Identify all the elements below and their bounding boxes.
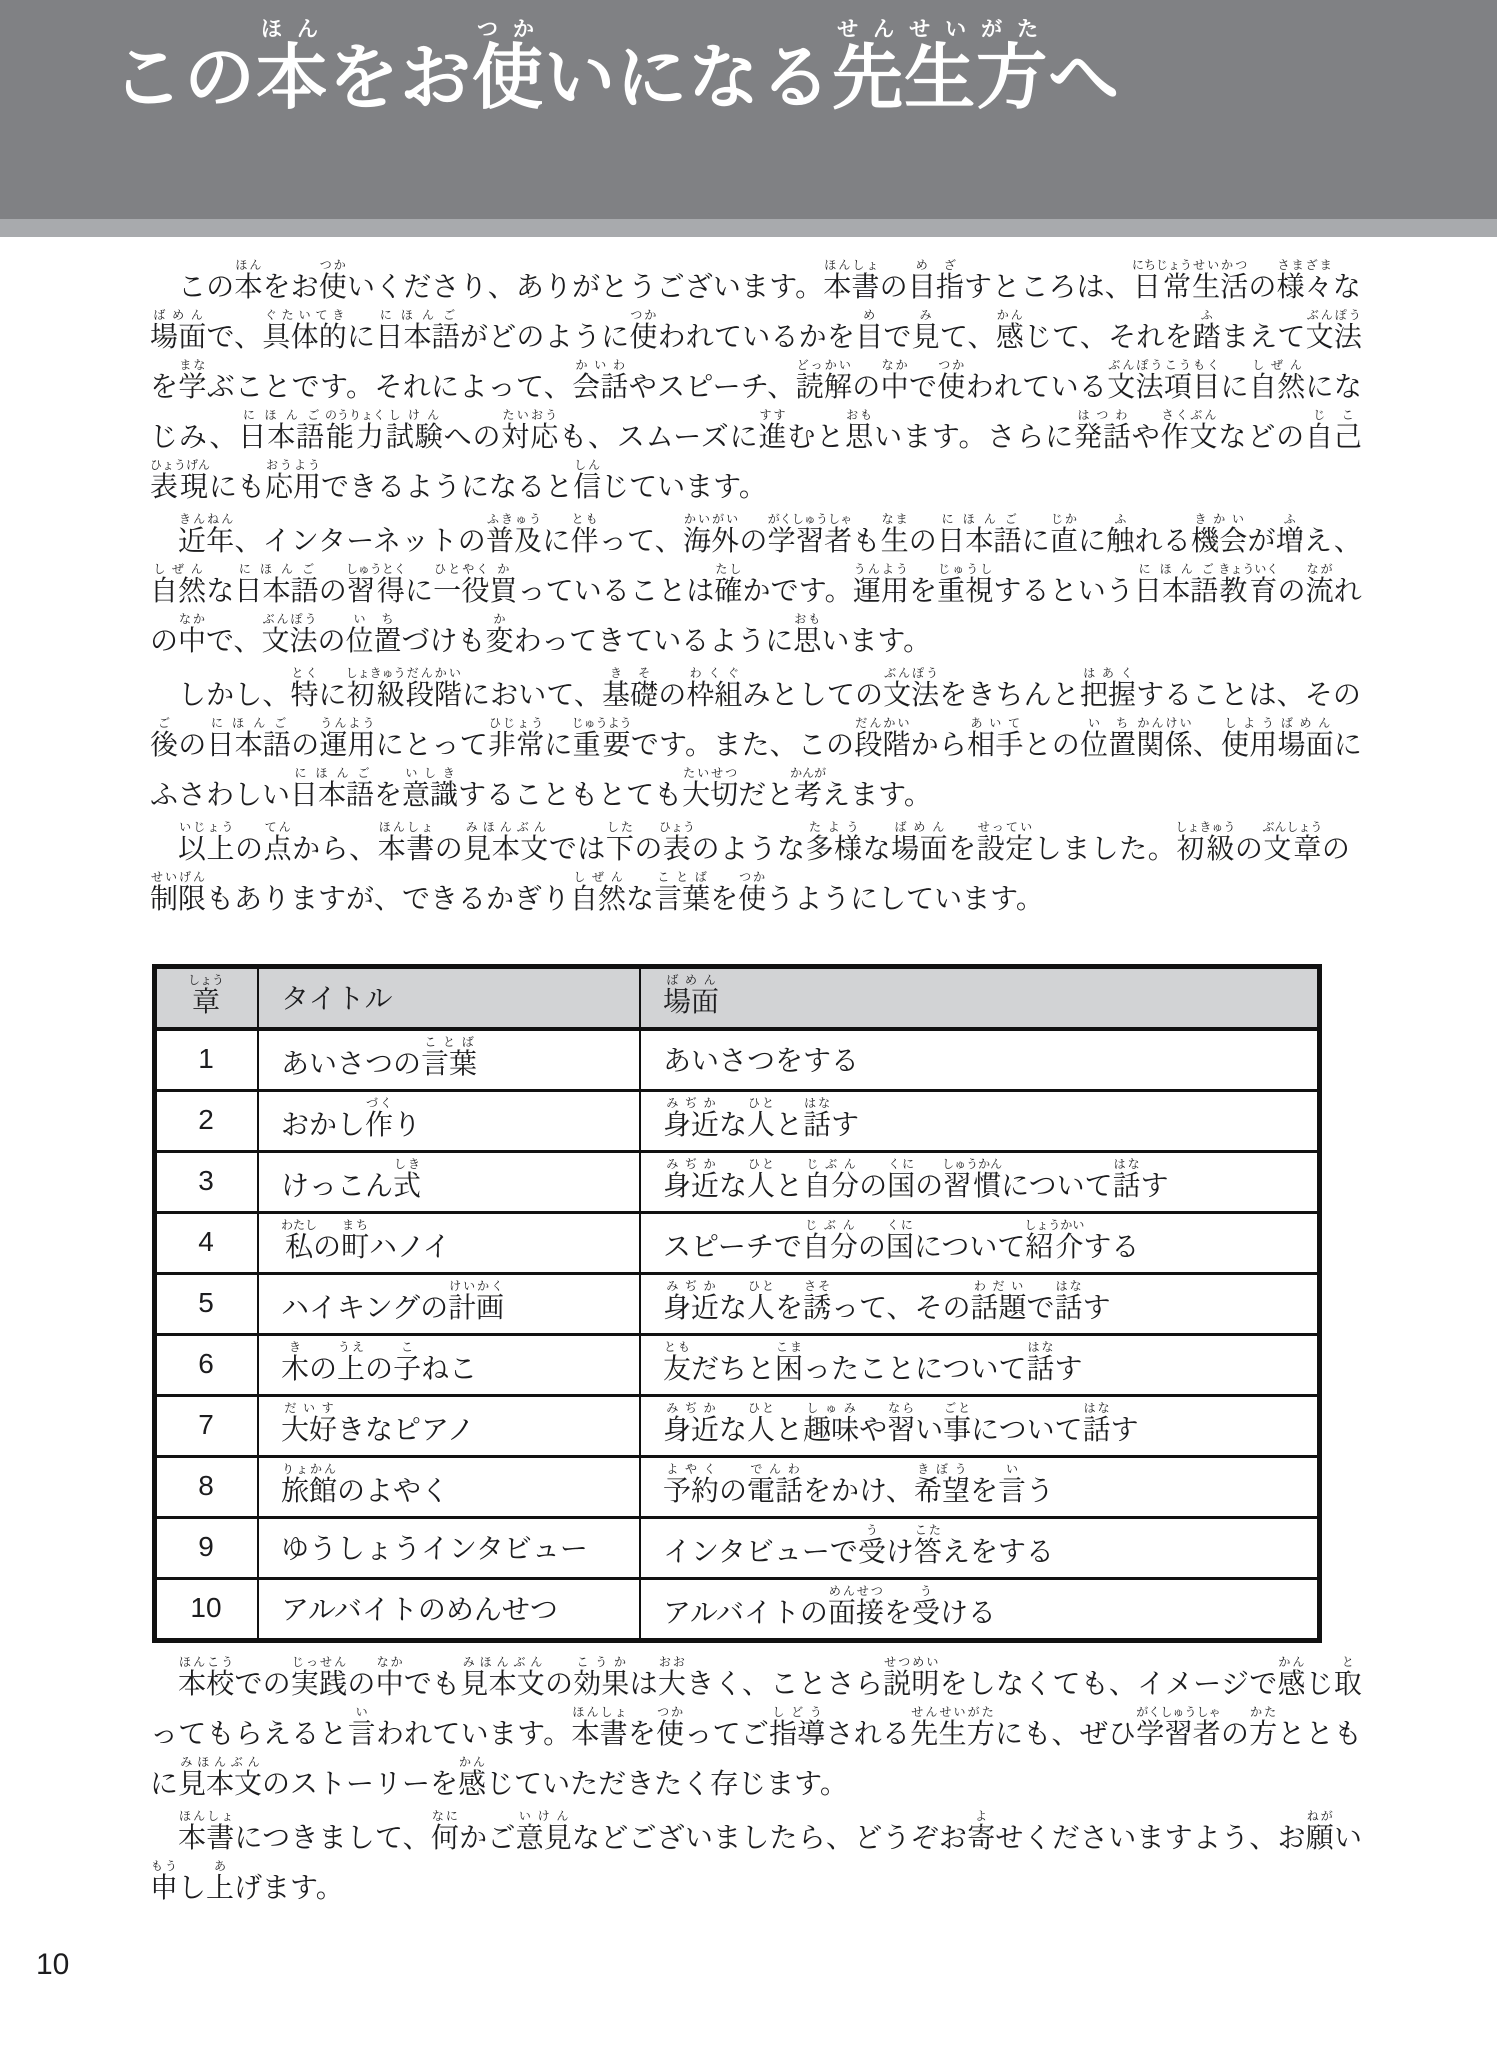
chapter-number-cell: 3 [155,1152,259,1213]
chapter-title-cell: 大好だいすきなピアノ [258,1396,640,1457]
chapter-number-cell: 2 [155,1091,259,1152]
chapter-number-cell: 10 [155,1579,259,1641]
table-header-row [155,967,1320,1030]
page-title: この本ほんをお使つかいになる先生方せんせいがたへ [112,18,1121,118]
chapter-number-cell: 8 [155,1457,259,1518]
column-header-scene: 場面ばめん [640,967,1320,1030]
page-header-banner-strip [0,219,1497,237]
chapter-title-cell: あいさつの言葉ことば [258,1029,640,1091]
chapter-scene-cell: 身近みぢかな人ひとを誘さそって、その話題わだいで話はなす [640,1274,1320,1335]
chapter-scene-cell: 予約よやくの電話でんわをかけ、希望きぼうを言いう [640,1457,1320,1518]
table-row [155,1029,1320,1091]
chapter-number-cell: 9 [155,1518,259,1579]
table-row [155,1091,1320,1152]
chapter-scene-cell: アルバイトの面接めんせつを受うける [640,1579,1320,1641]
chapter-title-cell: アルバイトのめんせつ [258,1579,640,1641]
table-row [155,1457,1320,1518]
column-header-title: タイトル [258,967,640,1030]
intro-paragraphs [150,258,1362,924]
chapter-title-cell: 旅館りょかんのよやく [258,1457,640,1518]
paragraph: この本ほんをお使つかいくださり、ありがとうございます。本書ほんしょの目指めざすところは、日常にちじょう生活せいかつの様々さまざまな場面ばめんで、具体的ぐたいてきに日本語にほんごがどのように使つかわれているかを目めで見みて、感かんじて、それを踏ふまえて文法ぶんぽうを学まなぶことです。それによって、会話かいわやスピーチ、読解どっかいの中なかで使つかわれている文法ぶんぽう項目こうもくに自然しぜんになじみ、日本語にほんご能力のうりょく試験しけんへの対応たいおうも、スムーズに進すすむと思おもいます。さらに発話はつわや作文さくぶんなどの自己じこ表現ひょうげんにも応用おうようできるようになると信しんじています。 [150,258,1362,502]
paragraph: しかし、特とくに初級しょきゅう段階だんかいにおいて、基礎きその枠組わくぐみとしての文法ぶんぽうをきちんと把握はあくすることは、その後ごの日本語にほんごの運用うんようにとって非常ひじょうに重要じゅうようです。また、この段階だんかいから相手あいてとの位置いち関係かんけい、使用しよう場面ばめんにふさわしい日本語にほんごを意識いしきすることもとても大切たいせつだと考かんがえます。 [150,666,1362,810]
chapter-number-cell: 6 [155,1335,259,1396]
paragraph: 本書ほんしょにつきまして、何なにかご意見いけんなどございましたら、どうぞお寄よせくださいますよう、お願ねがい申もうし上あげます。 [150,1809,1362,1903]
table-row [155,1335,1320,1396]
chapter-number-cell: 4 [155,1213,259,1274]
table-row [155,1396,1320,1457]
table-row [155,1518,1320,1579]
chapter-scene-cell: インタビューで受うけ答こたえをする [640,1518,1320,1579]
chapter-number-cell: 5 [155,1274,259,1335]
page-number: 10 [36,1948,70,1981]
table-row [155,1579,1320,1641]
chapters-table-header [155,967,1320,1030]
chapter-title-cell: 木きの上うえの子こねこ [258,1335,640,1396]
chapter-number-cell: 7 [155,1396,259,1457]
chapter-title-cell: けっこん式しき [258,1152,640,1213]
column-header-chapter: 章しょう [155,967,259,1030]
chapter-number-cell: 1 [155,1029,259,1091]
paragraph: 近年きんねん、インターネットの普及ふきゅうに伴ともって、海外かいがいの学習者がくしゅうしゃも生なまの日本語にほんごに直じかに触ふれる機会きかいが増ふえ、自然しぜんな日本語にほんごの習得しゅうとくに一役ひとやく買かっていることは確たしかです。運用うんようを重視じゅうしするという日本語にほんご教育きょういくの流ながれの中なかで、文法ぶんぽうの位置いちづけも変かわってきているように思おもいます。 [150,512,1362,656]
chapters-table-body [155,1029,1320,1641]
chapter-scene-cell: あいさつをする [640,1029,1320,1091]
chapters-table [152,964,1322,1643]
chapter-scene-cell: 身近みぢかな人ひとと趣味しゅみや習ならい事ごとについて話はなす [640,1396,1320,1457]
table-row [155,1213,1320,1274]
chapter-scene-cell: スピーチで自分じぶんの国くにについて紹介しょうかいする [640,1213,1320,1274]
chapter-scene-cell: 身近みぢかな人ひとと自分じぶんの国くにの習慣しゅうかんについて話はなす [640,1152,1320,1213]
table-row [155,1152,1320,1213]
page-content [150,258,1362,1913]
chapter-scene-cell: 友ともだちと困こまったことについて話はなす [640,1335,1320,1396]
paragraph: 以上いじょうの点てんから、本書ほんしょの見本文みほんぶんでは下したの表ひょうのような多様たような場面ばめんを設定せっていしました。初級しょきゅうの文章ぶんしょうの制限せいげんもありますが、できるかぎり自然しぜんな言葉ことばを使つかうようにしています。 [150,820,1350,914]
page-header-banner [0,0,1497,219]
chapter-title-cell: おかし作づくり [258,1091,640,1152]
chapter-scene-cell: 身近みぢかな人ひとと話はなす [640,1091,1320,1152]
chapter-title-cell: ゆうしょうインタビュー [258,1518,640,1579]
chapter-title-cell: ハイキングの計画けいかく [258,1274,640,1335]
table-row [155,1274,1320,1335]
closing-paragraphs [150,1655,1362,1913]
paragraph: 本校ほんこうでの実践じっせんの中なかでも見本文みほんぶんの効果こうかは大おおきく、ことさら説明せつめいをしなくても、イメージで感かんじ取とってもらえると言いわれています。本書ほんしょを使つかってご指導しどうされる先生方せんせいがたにも、ぜひ学習者がくしゅうしゃの方かたとともに見本文みほんぶんのストーリーを感かんじていただきたく存じます。 [150,1655,1362,1799]
chapter-title-cell: 私わたしの町まちハノイ [258,1213,640,1274]
